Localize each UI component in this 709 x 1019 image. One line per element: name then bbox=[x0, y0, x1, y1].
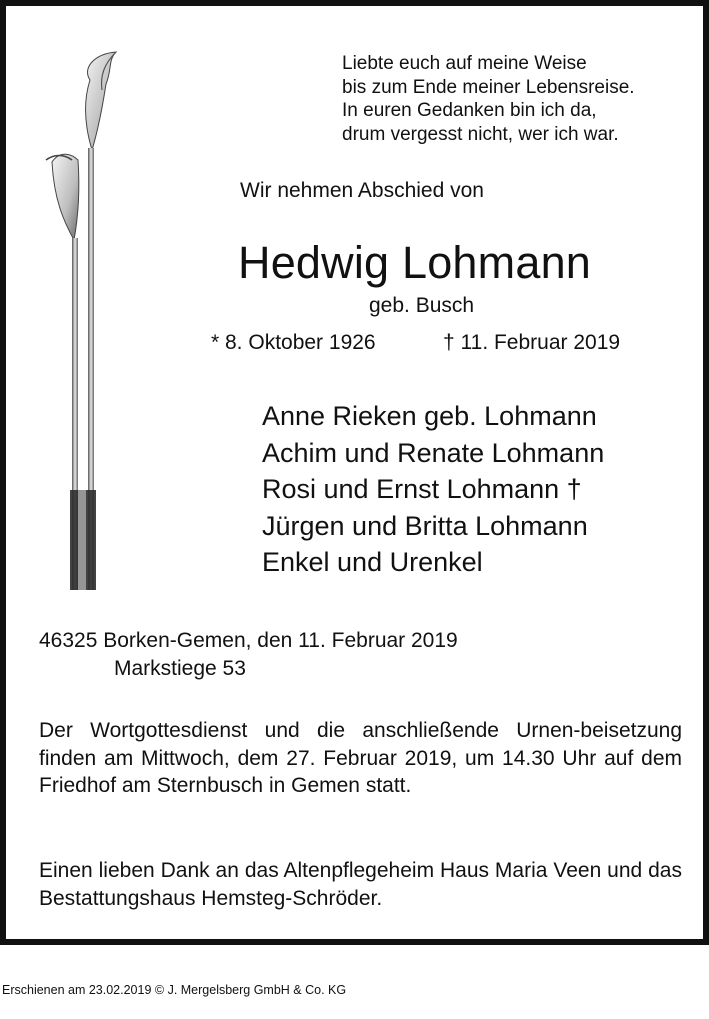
publication-footer: Erschienen am 23.02.2019 © J. Mergelsberg GmbH & Co. KG bbox=[2, 983, 347, 997]
mourners-list bbox=[262, 398, 604, 581]
service-paragraph: Der Wortgottesdienst und die anschließende Urnen-beisetzung finden am Mittwoch, dem 27. Februar 2019, um 14.30 Uhr auf dem Friedhof am Sternbusch in Gemen statt. bbox=[39, 719, 682, 797]
poem bbox=[342, 52, 635, 146]
poem-line: In euren Gedanken bin ich da, bbox=[342, 100, 597, 121]
mourner-entry: Rosi und Ernst Lohmann † bbox=[262, 474, 582, 504]
birth-name: geb. Busch bbox=[369, 294, 475, 317]
poem-line: bis zum Ende meiner Lebensreise. bbox=[342, 76, 635, 98]
poem-line: Liebte euch auf meine Weise bbox=[342, 53, 587, 74]
death-date: † 11. Februar 2019 bbox=[443, 331, 621, 354]
mourner-entry: Jürgen und Britta Lohmann bbox=[262, 510, 588, 541]
mourner-entry: Anne Rieken geb. Lohmann bbox=[262, 401, 597, 431]
thanks-paragraph: Einen lieben Dank an das Altenpflegeheim Haus Maria Veen und das Bestattungshaus Hemsteg-Schröder. bbox=[39, 859, 682, 910]
poem-line: drum vergesst nicht, wer ich war. bbox=[342, 123, 619, 145]
intro-text: Wir nehmen Abschied von bbox=[240, 179, 484, 202]
mourner-entry: Achim und Renate Lohmann bbox=[262, 437, 605, 468]
place-and-date: 46325 Borken-Gemen, den 11. Februar 2019 bbox=[39, 629, 458, 652]
mourner-entry: Enkel und Urenkel bbox=[262, 547, 483, 577]
street-address: Markstiege 53 bbox=[114, 657, 246, 680]
calla-lily-illustration bbox=[42, 50, 132, 590]
deceased-name: Hedwig Lohmann bbox=[238, 237, 592, 288]
birth-date: * 8. Oktober 1926 bbox=[211, 331, 376, 354]
